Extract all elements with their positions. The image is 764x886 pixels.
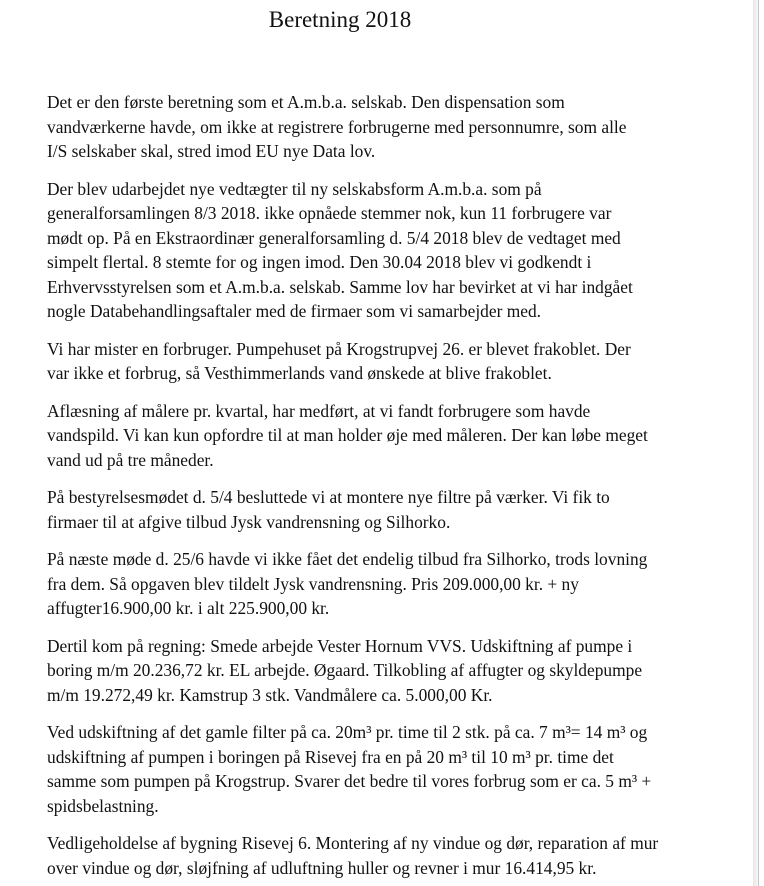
paragraph <box>47 177 747 324</box>
text-line: På næste møde d. 25/6 havde vi ikke fået det endelig tilbud fra Silhorko, trods lovning <box>47 549 648 569</box>
page-edge <box>753 0 758 886</box>
paragraph <box>47 831 747 880</box>
document-title: Beretning 2018 <box>268 7 412 32</box>
text-line: fra dem. Så opgaven blev tildelt Jysk vandrensning. Pris 209.000,00 kr. + ny <box>47 573 579 594</box>
text-line: Det er den første beretning som et A.m.b.a. selskab. Den dispensation som <box>47 92 565 112</box>
text-line: Vedligeholdelse af bygning Risevej 6. Montering af ny vindue og dør, reparation af mur <box>47 833 659 853</box>
text-line: nogle Databehandlingsaftaler med de firmaer som vi samarbejder med. <box>47 301 541 321</box>
text-line: simpelt flertal. 8 stemte for og ingen imod. Den 30.04 2018 blev vi godkendt i <box>47 252 592 272</box>
text-line: Erhvervsstyrelsen som et A.m.b.a. selskab. Samme lov har bevirket at vi har indgået <box>47 276 633 297</box>
text-line: affugter16.900,00 kr. i alt 225.900,00 kr. <box>47 598 330 618</box>
text-line: vand ud på tre måneder. <box>47 449 214 470</box>
text-line: Der blev udarbejdet nye vedtægter til ny selskabsform A.m.b.a. som på <box>47 178 542 199</box>
paragraph <box>47 399 747 473</box>
paragraph <box>47 634 747 708</box>
text-line: Dertil kom på regning: Smede arbejde Vester Hornum VVS. Udskiftning af pumpe i <box>47 635 633 656</box>
text-line: spidsbelastning. <box>47 795 159 816</box>
text-line: m/m 19.272,49 kr. Kamstrup 3 stk. Vandmålere ca. 5.000,00 Kr. <box>47 684 493 705</box>
text-line: vandspild. Vi kan kun opfordre til at man holder øje med måleren. Der kan løbe meget <box>47 425 648 445</box>
text-line: Ved udskiftning af det gamle filter på ca. 20m³ pr. time til 2 stk. på ca. 7 m³= 14 m³ og <box>47 722 648 742</box>
paragraph <box>47 337 747 386</box>
text-line: boring m/m 20.236,72 kr. EL arbejde. Øgaard. Tilkobling af affugter og skyldepumpe <box>47 660 643 680</box>
text-line: firmaer til at afgive tilbud Jysk vandrensning og Silhorko. <box>47 511 451 532</box>
text-line: mødt op. På en Ekstraordinær generalforsamling d. 5/4 2018 blev de vedtaget med <box>47 227 621 248</box>
text-line: over vindue og dør, sløjfning af udluftning huller og revner i mur 16.414,95 kr. <box>47 857 597 878</box>
text-line: På bestyrelsesmødet d. 5/4 besluttede vi at montere nye filtre på værker. Vi fik to <box>47 487 610 507</box>
text-line: generalforsamlingen 8/3 2018. ikke opnåede stemmer nok, kun 11 forbrugere var <box>47 203 612 223</box>
paragraph <box>47 547 747 621</box>
text-line: I/S selskaber skal, stred imod EU nye Data lov. <box>47 141 376 161</box>
paragraph <box>47 90 747 164</box>
text-line: var ikke et forbrug, så Vesthimmerlands vand ønskede at blive frakoblet. <box>47 363 552 383</box>
paragraph <box>47 485 747 534</box>
text-line: Vi har mister en forbruger. Pumpehuset på Krogstrupvej 26. er blevet frakoblet. Der <box>47 338 631 359</box>
text-line: samme som pumpen på Krogstrup. Svarer det bedre til vores forbrug som er ca. 5 m³ + <box>47 771 652 791</box>
text-line: Aflæsning af målere pr. kvartal, har medført, at vi fandt forbrugere som havde <box>47 400 591 421</box>
document-body <box>47 90 747 886</box>
text-line: vandværkerne havde, om ikke at registrere forbrugerne med personnumre, som alle <box>47 116 627 137</box>
text-line: udskiftning af pumpen i boringen på Risevej fra en på 20 m³ til 10 m³ pr. time det <box>47 746 614 767</box>
paragraph <box>47 720 747 818</box>
